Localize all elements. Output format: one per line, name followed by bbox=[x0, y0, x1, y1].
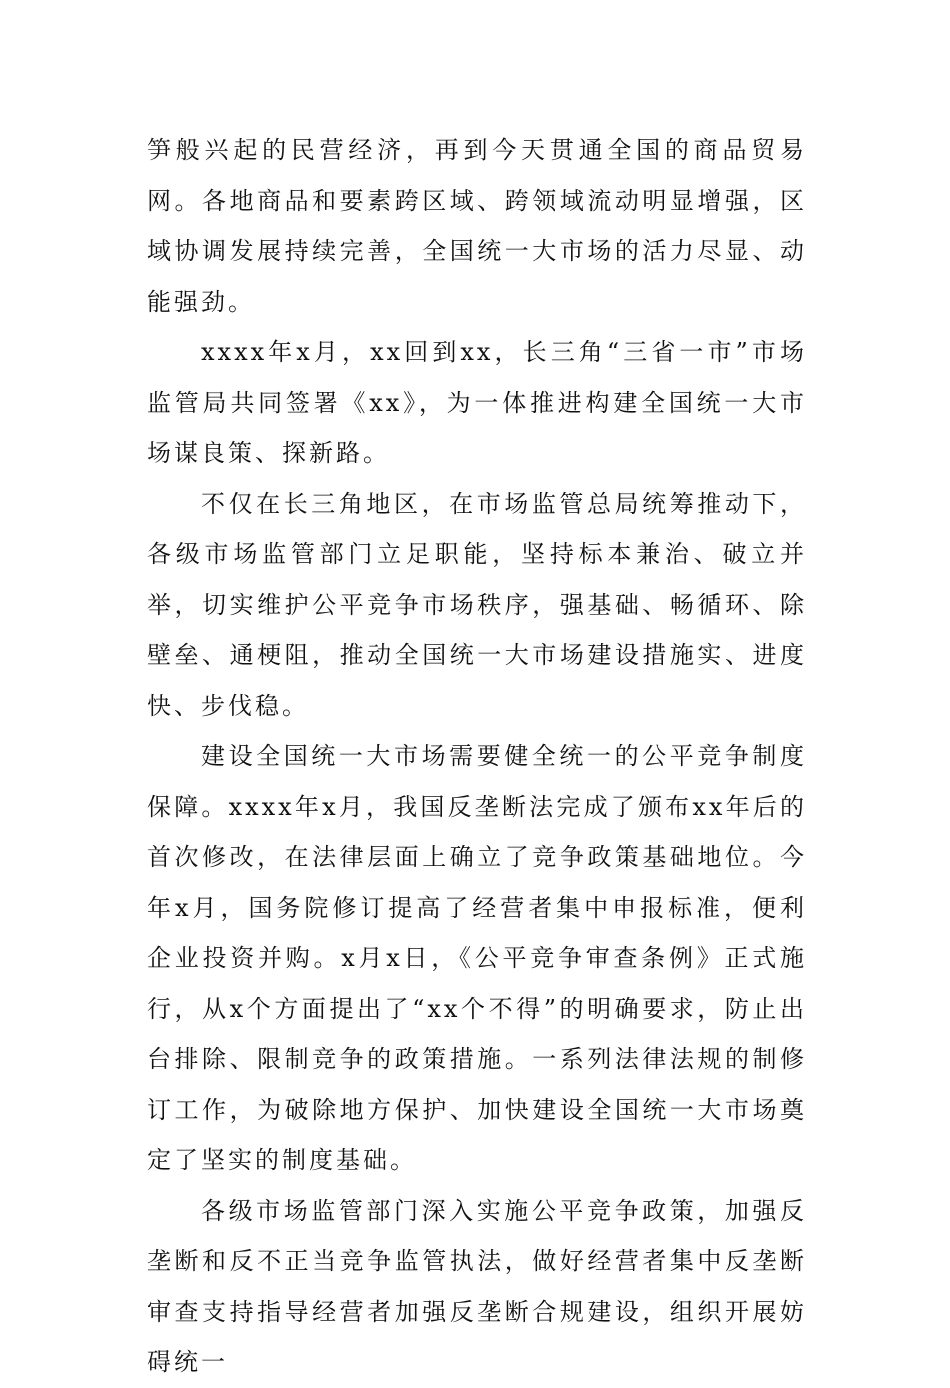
paragraph-3: 不仅在长三角地区，在市场监管总局统筹推动下，各级市场监管部门立足职能，坚持标本兼治、破立并举，切实维护公平竞争市场秩序，强基础、畅循环、除壁垒、通梗阻，推动全国统一大市场建设措施实、进度快、步伐稳。 bbox=[147, 489, 807, 720]
paragraph-4: 建设全国统一大市场需要健全统一的公平竞争制度保障。xxxx年x月，我国反垄断法完成了颁布xx年后的首次修改，在法律层面上确立了竞争政策基础地位。今年x月，国务院修订提高了经营者集中申报标准，便利企业投资并购。x月x日，《公平竞争审查条例》正式施行，从x个方面提出了“xx个不得”的明确要求，防止出台排除、限制竞争的政策措施。一系列法律法规的制修订工作，为破除地方保护、加快建设全国统一大市场奠定了坚实的制度基础。 bbox=[147, 742, 807, 1174]
paragraph-5: 各级市场监管部门深入实施公平竞争政策，加强反垄断和反不正当竞争监管执法，做好经营者集中反垄断审查支持指导经营者加强反垄断合规建设，组织开展妨碍统一 bbox=[147, 1196, 807, 1376]
paragraph-1: 笋般兴起的民营经济，再到今天贯通全国的商品贸易网。各地商品和要素跨区域、跨领域流动明显增强，区域协调发展持续完善，全国统一大市场的活力尽显、动能强劲。 bbox=[147, 136, 807, 316]
document-body bbox=[147, 125, 807, 1388]
paragraph-2: xxxx年x月，xx回到xx，长三角“三省一市”市场监管局共同签署《xx》，为一体推进构建全国统一大市场谋良策、探新路。 bbox=[147, 338, 807, 467]
